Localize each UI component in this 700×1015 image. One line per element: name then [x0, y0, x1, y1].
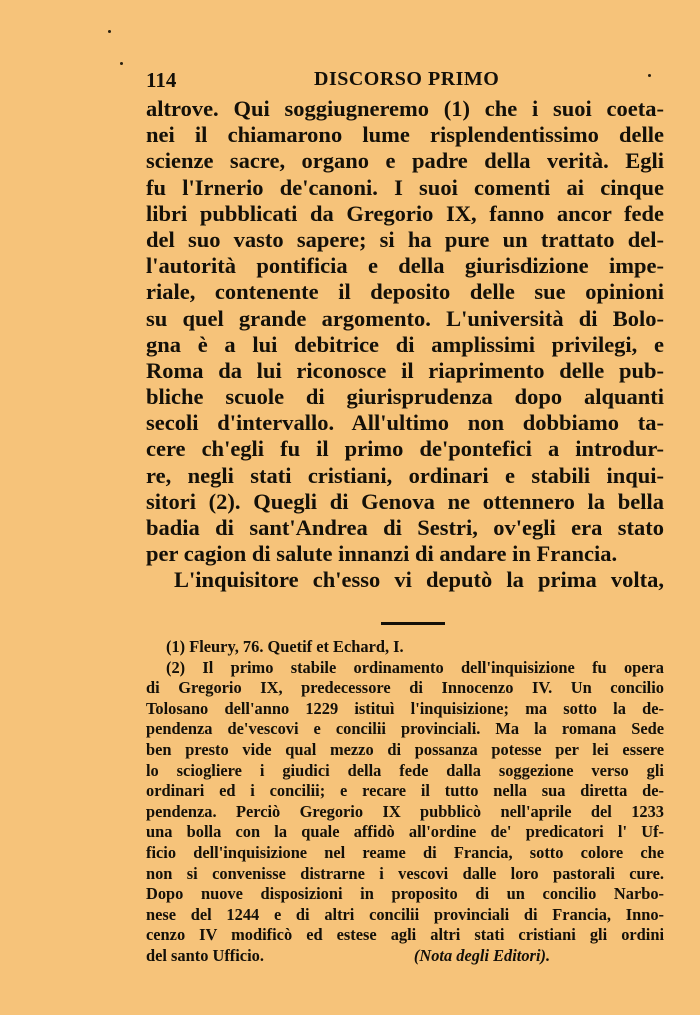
text-line: bliche scuole di giurisprudenza dopo alquanti [146, 384, 664, 410]
page-header [146, 68, 664, 98]
text-line: altrove. Qui soggiugneremo (1) che i suoi coeta- [146, 96, 664, 121]
footnote-line: Dopo nuove disposizioni in proposito di un concilio Narbo- [146, 884, 664, 904]
text-line: l'autorità pontificia e della giurisdizione impe- [146, 253, 664, 279]
footnote-line: pendenza de'vescovi e concilii provinciali. Ma la romana Sede [146, 719, 664, 739]
text-line: fu l'Irnerio de'canoni. I suoi comenti ai cinque [146, 174, 664, 200]
text-line: scienze sacre, organo e padre della verità. Egli [146, 148, 664, 174]
text-line: re, negli stati cristiani, ordinari e stabili inqui- [146, 462, 664, 488]
footnote-line: (1) Fleury, 76. Quetif et Echard, I. [166, 637, 404, 656]
footnote-line: (2) Il primo stabile ordinamento dell'inquisizione fu opera [166, 657, 664, 677]
footnote-line: del santo Ufficio. [146, 945, 264, 965]
text-line: su quel grande argomento. L'università di Bolo- [146, 305, 664, 331]
footnotes [146, 637, 664, 967]
text-line: badia di sant'Andrea di Sestri, ov'egli era stato [146, 515, 664, 540]
footnote-line: di Gregorio IX, predecessore di Innocenzo IV. Un concilio [146, 678, 664, 698]
speck [108, 30, 111, 33]
footnote-separator [381, 622, 445, 625]
text-line: libri pubblicati da Gregorio IX, fanno ancor fede [146, 200, 664, 226]
footnote-line: ficio dell'inquisizione nel reame di Francia, sotto colore che [146, 842, 664, 862]
footnote-line: lo sciogliere i giudici della fede dalla soggezione verso gli [146, 760, 664, 780]
text-line: L'inquisitore ch'esso vi deputò la prima volta, [174, 567, 664, 593]
footnote-attribution: (Nota degli Editori). [413, 945, 551, 965]
text-line: gna è a lui debitrice di amplissimi privilegi, e [146, 331, 664, 357]
footnote-line: Tolosano dell'anno 1229 istituì l'inquisizione; ma sotto la de- [146, 698, 664, 718]
footnote-line: nese del 1244 e di altri concilii provinciali di Francia, Inno- [146, 904, 664, 924]
page-number: 114 [146, 68, 177, 92]
text-line: sitori (2). Quegli di Genova ne ottennero la bella [146, 488, 664, 514]
footnote-line: pendenza. Perciò Gregorio IX pubblicò nell'aprile del 1233 [146, 801, 664, 821]
text-line: del suo vasto sapere; si ha pure un trattato del- [146, 226, 664, 252]
text-line: secoli d'intervallo. All'ultimo non dobbiamo ta- [146, 410, 664, 436]
text-line: cere ch'egli fu il primo de'pontefici a introdur- [146, 436, 664, 462]
text-line: nei il chiamarono lume risplendentissimo delle [146, 122, 664, 148]
footnote-line: una bolla con la quale affidò all'ordine de' predicatori l' Uf- [146, 822, 664, 842]
text-line: per cagion di salute innanzi di andare in Francia. [146, 541, 618, 567]
footnote-line: ben presto vide qual mezzo di possanza potesse per lei essere [146, 739, 664, 759]
text-line: Roma da lui riconosce il riaprimento delle pub- [146, 357, 664, 383]
main-text [146, 96, 664, 594]
footnote-line: non si convenisse distrarne i vescovi dalle loro pastorali cure. [146, 863, 664, 883]
footnote-last-line [146, 946, 664, 967]
footnote-line: cenzo IV modificò ed estese agli altri stati cristiani gli ordini [146, 925, 664, 945]
running-title: DISCORSO PRIMO [314, 68, 500, 90]
speck [120, 62, 123, 65]
text-line: riale, contenente il deposito delle sue opinioni [146, 279, 664, 305]
footnote-line: ordinari ed i concilii; e recare il tutto nella sua diretta de- [146, 781, 664, 801]
